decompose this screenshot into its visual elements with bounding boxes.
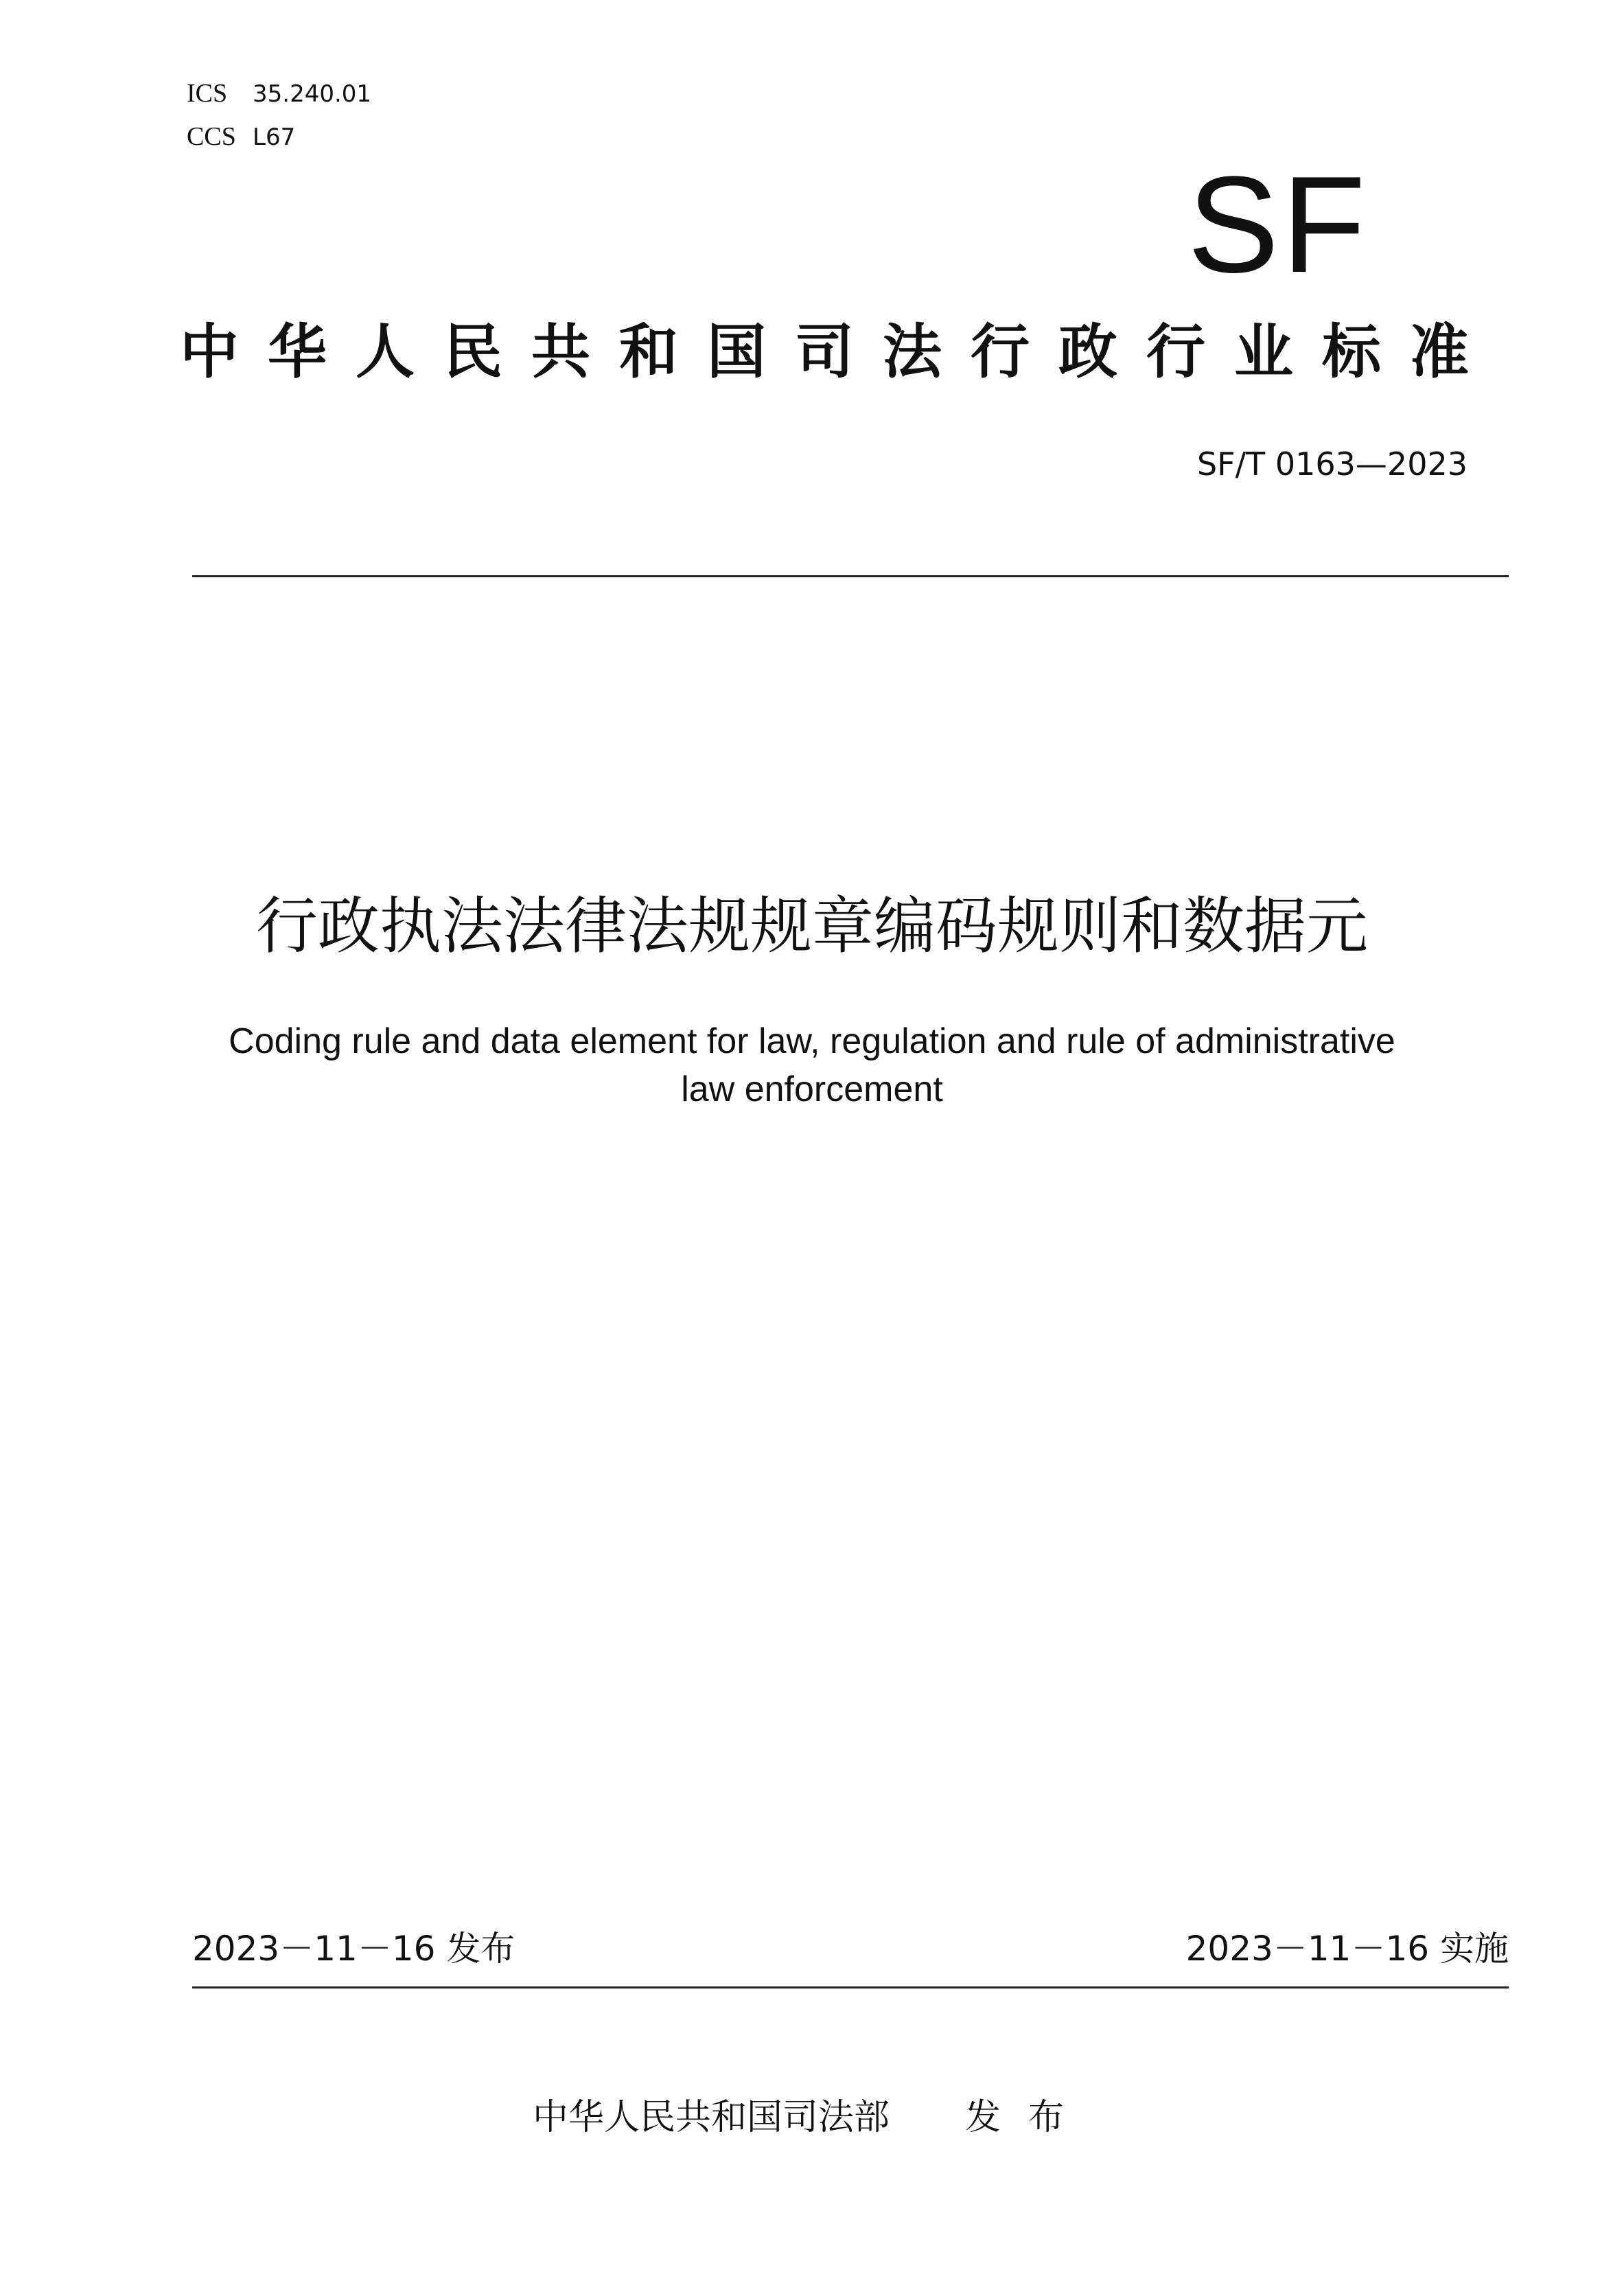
standard-number: SF/T 0163—2023 [1196,445,1468,483]
ccs-value: L67 [253,124,296,151]
implementation-date: 2023－11－16 实施 [1185,1929,1509,1969]
issuer-name: 中华人民共和国司法部 [532,2097,890,2138]
ccs-classification [187,120,295,154]
ics-value: 35.240.01 [253,80,372,108]
issuing-authority [0,2094,1624,2142]
standard-category-title: 中华人民共和国司法行政行业标准 [180,318,1498,386]
ics-classification [187,77,371,111]
standard-mark: SF [1187,148,1369,301]
top-divider [192,575,1509,577]
bottom-divider [192,1986,1509,1988]
ics-label: ICS [187,79,228,108]
ccs-label: CCS [187,122,236,151]
document-title-english: Coding rule and data element for law, regulation and rule of administrative law enforcement [229,1021,1395,1109]
issuer-action: 发布 [965,2097,1092,2138]
document-title-chinese: 行政执法法律法规规章编码规则和数据元 [256,890,1368,962]
issue-date: 2023－11－16 发布 [192,1929,515,1969]
